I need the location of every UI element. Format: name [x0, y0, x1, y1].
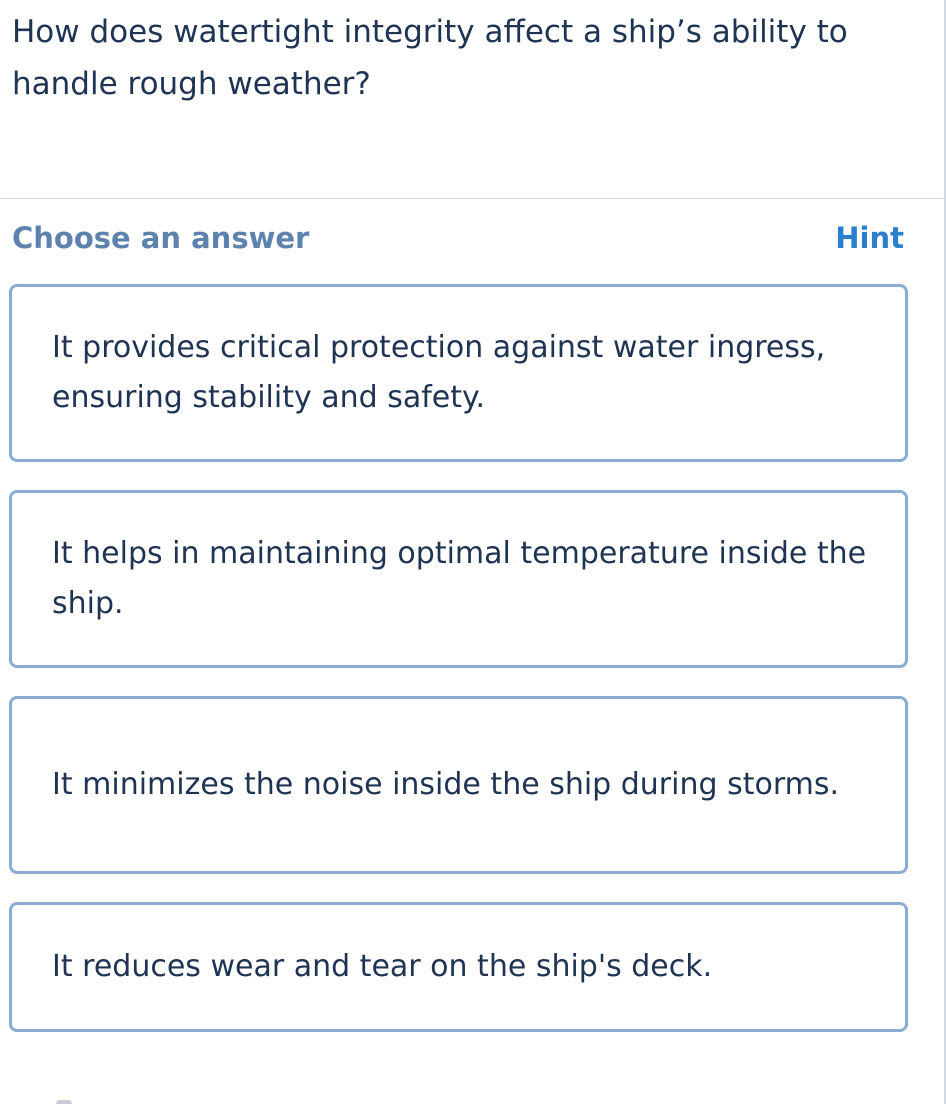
question-text: How does watertight integrity affect a ship’s ability to handle rough weather? — [12, 14, 848, 102]
answer-option-3[interactable] — [9, 696, 908, 874]
choose-answer-label: Choose an answer — [12, 221, 310, 255]
answer-option-text: It provides critical protection against water ingress, ensuring stability and safety. — [52, 330, 826, 415]
answer-option-1[interactable] — [9, 284, 908, 462]
answer-option-text: It helps in maintaining optimal temperature inside the ship. — [52, 536, 867, 621]
hint-button[interactable]: Hint — [835, 221, 904, 255]
answer-list — [9, 284, 909, 1060]
answer-option-2[interactable] — [9, 490, 908, 668]
answer-option-text: It minimizes the noise inside the ship during storms. — [52, 767, 840, 802]
divider — [0, 198, 946, 199]
partial-element — [56, 1100, 72, 1104]
answer-option-text: It reduces wear and tear on the ship's deck. — [52, 949, 713, 984]
answer-option-4[interactable] — [9, 902, 908, 1032]
